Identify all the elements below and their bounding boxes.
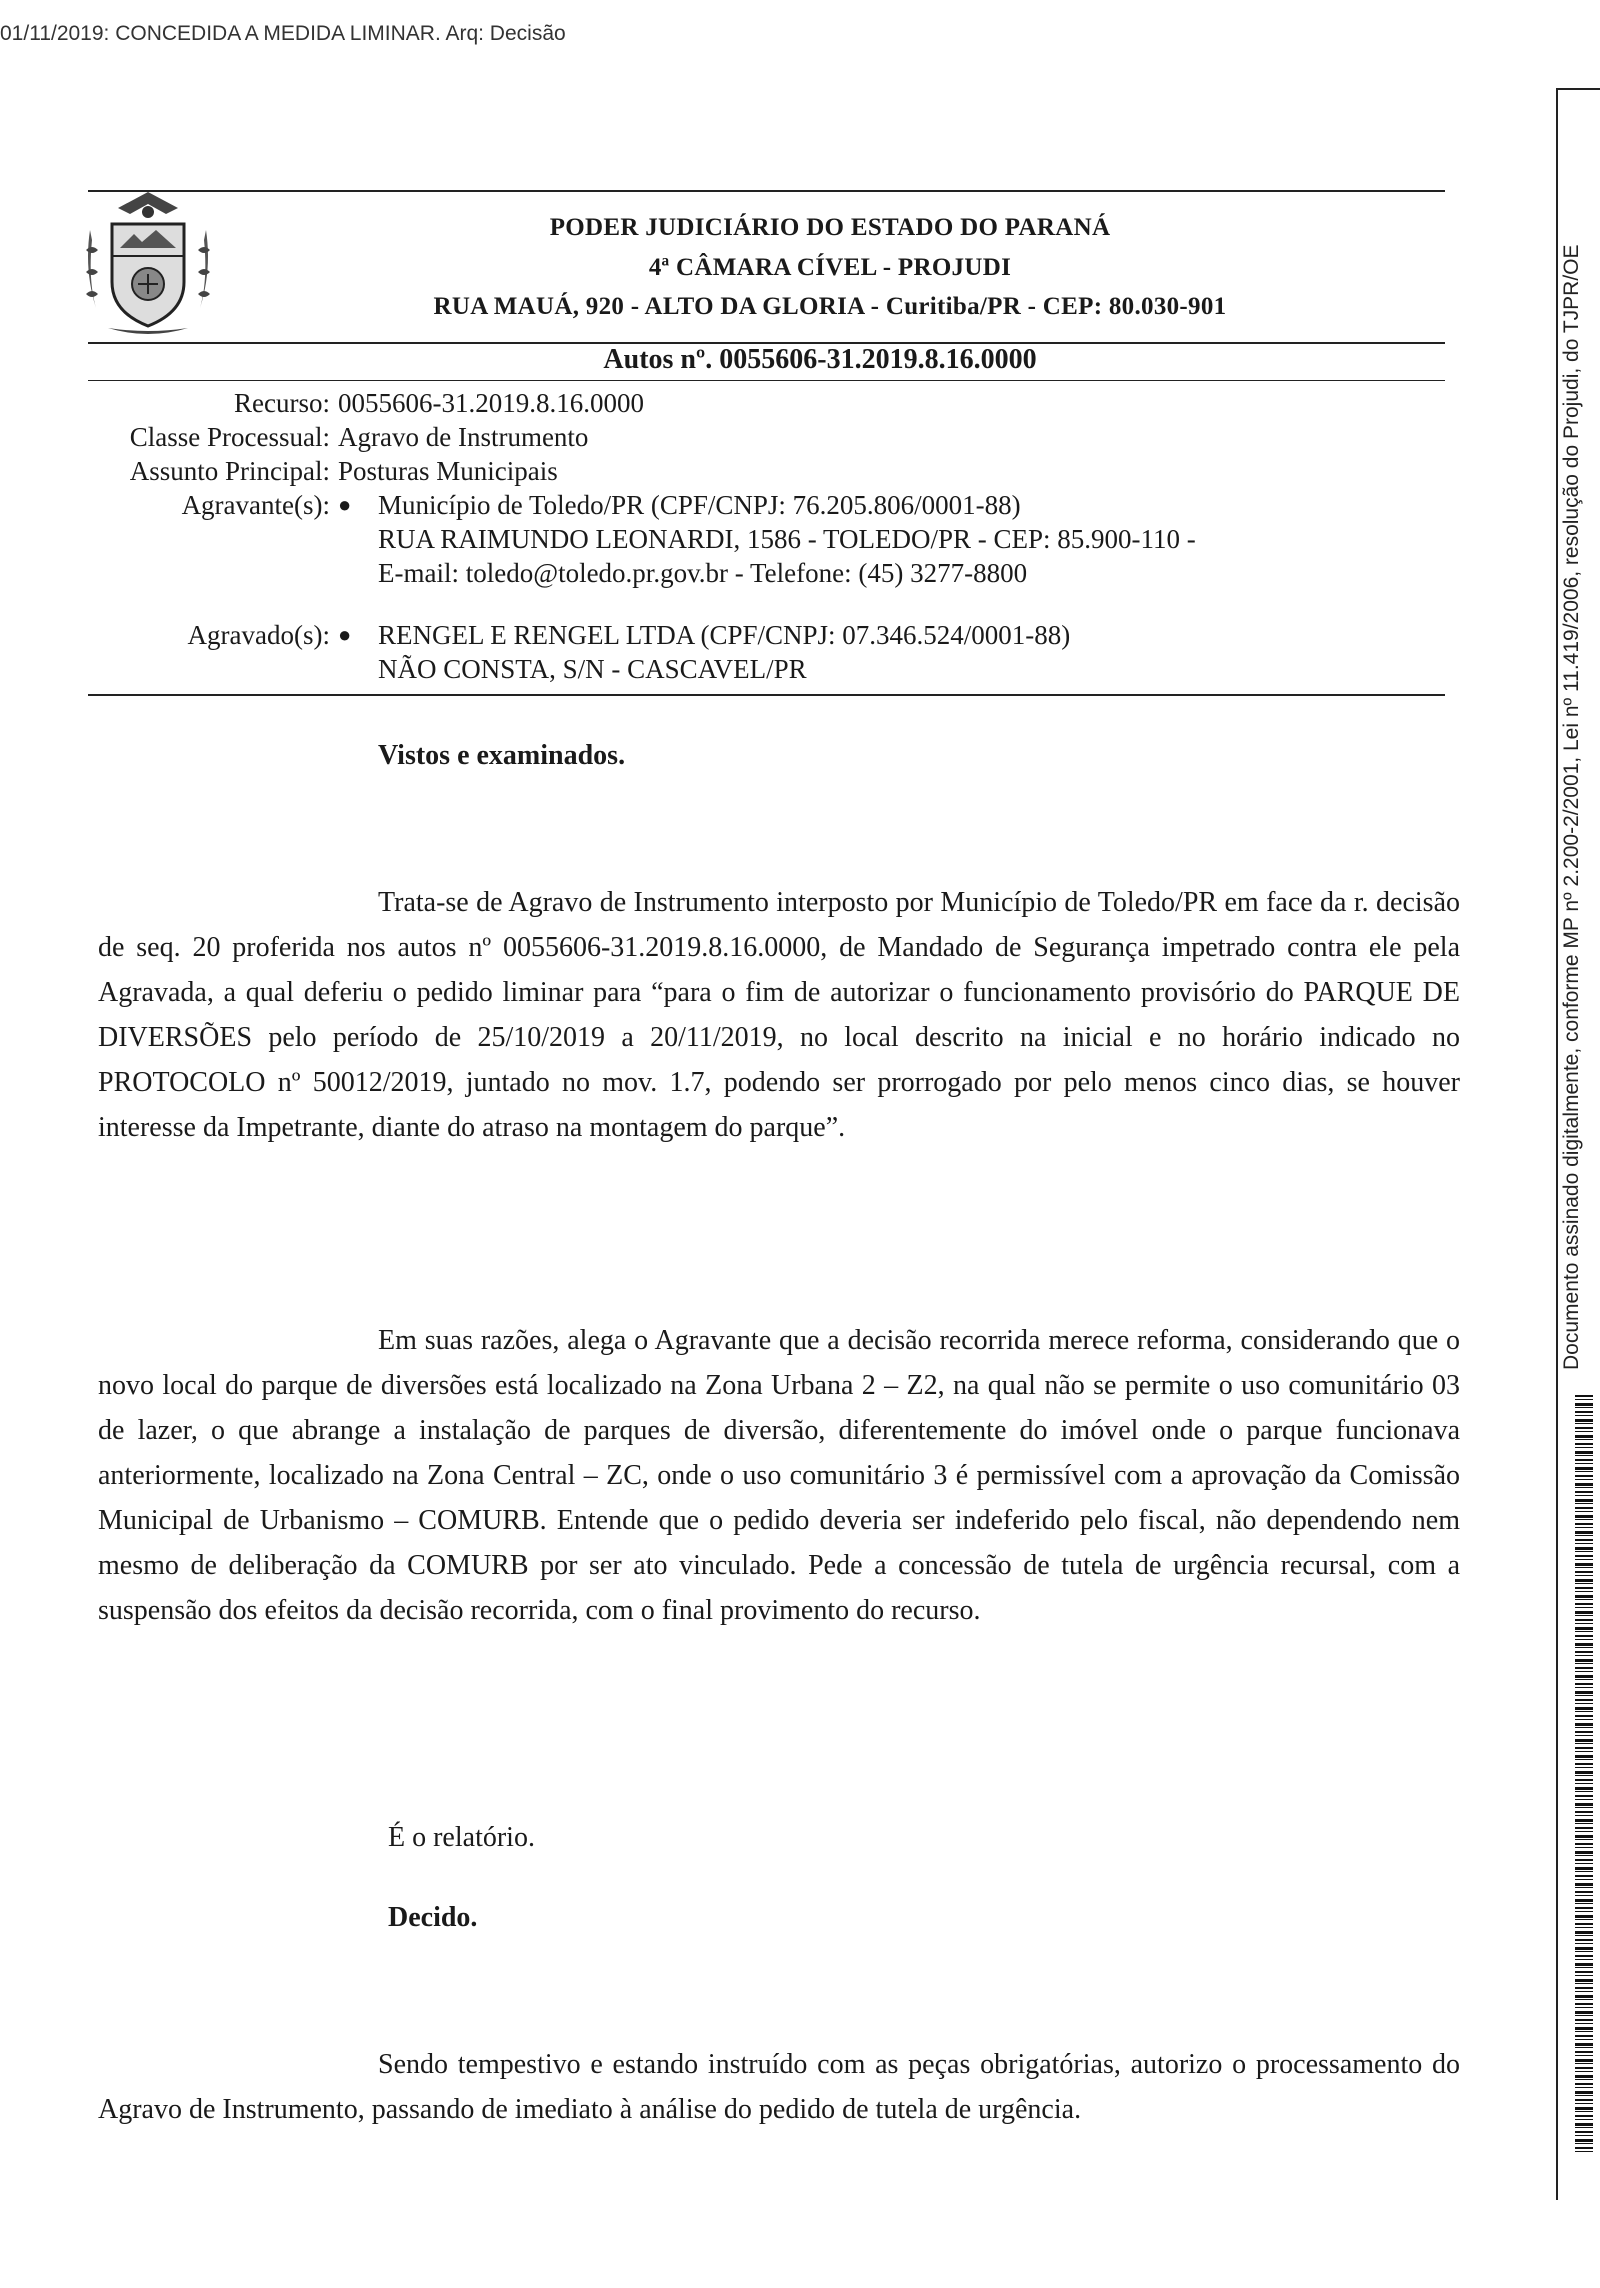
agravante-row	[0, 488, 1021, 522]
coat-of-arms-icon	[78, 190, 218, 340]
barcode-icon	[1575, 1395, 1593, 2155]
case-metadata	[0, 386, 1500, 696]
agravante-address: RUA RAIMUNDO LEONARDI, 1586 - TOLEDO/PR - CEP: 85.900-110 -	[378, 524, 1196, 554]
status-stamp: 01/11/2019: CONCEDIDA A MEDIDA LIMINAR. Arq: Decisão	[0, 22, 566, 45]
decido-heading: Decido.	[388, 1902, 478, 1933]
agravado-value: RENGEL E RENGEL LTDA (CPF/CNPJ: 07.346.524/0001-88)	[378, 620, 1071, 650]
recurso-row	[0, 386, 1000, 420]
assunto-label: Assunto Principal:	[129, 456, 330, 486]
autos-rule	[88, 380, 1445, 381]
vistos-heading: Vistos e examinados.	[378, 740, 626, 771]
bullet-icon: ●	[338, 622, 352, 647]
header-top-rule	[88, 190, 1445, 192]
court-name: PODER JUDICIÁRIO DO ESTADO DO PARANÁ	[549, 214, 1111, 241]
agravante-contact: E-mail: toledo@toledo.pr.gov.br - Telefone: (45) 3277-8800	[378, 558, 1028, 588]
agravado-label: Agravado(s):	[187, 620, 330, 650]
case-number-title: Autos nº. 0055606-31.2019.8.16.0000	[603, 344, 1037, 375]
classe-label: Classe Processual:	[129, 422, 330, 452]
classe-value: Agravo de Instrumento	[338, 422, 589, 452]
classe-row	[0, 420, 1000, 454]
agravado-address: NÃO CONSTA, S/N - CASCAVEL/PR	[378, 654, 807, 684]
bullet-icon: ●	[338, 492, 352, 517]
metadata-bottom-rule	[88, 694, 1445, 696]
paragraph-1: Trata-se de Agravo de Instrumento interposto por Município de Toledo/PR em face da r. decisão de seq. 20 proferida nos autos nº 0055606-31.2019.8.16.0000, de Mandado de Segurança impetrado contra ele pela Agravada, a qual deferiu o pedido liminar para “para o fim de autorizar o funcionamento provisório do PARQUE DE DIVERSÕES pelo período de 25/10/2019 a 20/11/2019, no local descrito na inicial e no horário indicado no PROTOCOLO nº 50012/2019, juntado no mov. 1.7, podendo ser prorrogado por pelo menos cinco dias, se houver interesse da Impetrante, diante do atraso na montagem do parque”.	[98, 887, 1460, 1143]
agravado-row	[0, 618, 1071, 652]
agravante-label: Agravante(s):	[181, 490, 330, 520]
paragraph-2: Em suas razões, alega o Agravante que a decisão recorrida merece reforma, considerando que o novo local do parque de diversões está localizado na Zona Urbana 2 – Z2, na qual não se permite o uso comunitário 03 de lazer, o que abrange a instalação de parques de diversão, diferentemente do imóvel onde o parque funcionava anteriormente, localizado na Zona Central – ZC, onde o uso comunitário 3 é permissível com a aprovação da Comissão Municipal de Urbanismo – COMURB. Entende que o pedido deveria ser indeferido pelo fiscal, não dependendo nem mesmo de deliberação da COMURB por ser ato vinculado. Pede a concessão de tutela de urgência recursal, com a suspensão dos efeitos da decisão recorrida, com o final provimento do recurso.	[98, 1325, 1460, 1626]
court-address: RUA MAUÁ, 920 - ALTO DA GLORIA - Curitiba/PR - CEP: 80.030-901	[433, 293, 1227, 320]
recurso-value: 0055606-31.2019.8.16.0000	[338, 388, 644, 418]
paragraph-3: Sendo tempestivo e estando instruído com as peças obrigatórias, autorizo o processamento do Agravo de Instrumento, passando de imediato à análise do pedido de tutela de urgência.	[98, 2049, 1460, 2125]
agravante-value: Município de Toledo/PR (CPF/CNPJ: 76.205.806/0001-88)	[378, 490, 1021, 520]
chamber-name: 4ª CÂMARA CÍVEL - PROJUDI	[648, 254, 1012, 281]
recurso-label: Recurso:	[234, 388, 330, 418]
digital-signature-notice: Documento assinado digitalmente, conforme MP nº 2.200-2/2001, Lei nº 11.419/2006, resolução do Projudi, do TJPR/OE	[1560, 244, 1583, 1370]
assunto-row	[0, 454, 1000, 488]
relatorio-text: É o relatório.	[388, 1822, 535, 1853]
assunto-value: Posturas Municipais	[338, 456, 558, 486]
